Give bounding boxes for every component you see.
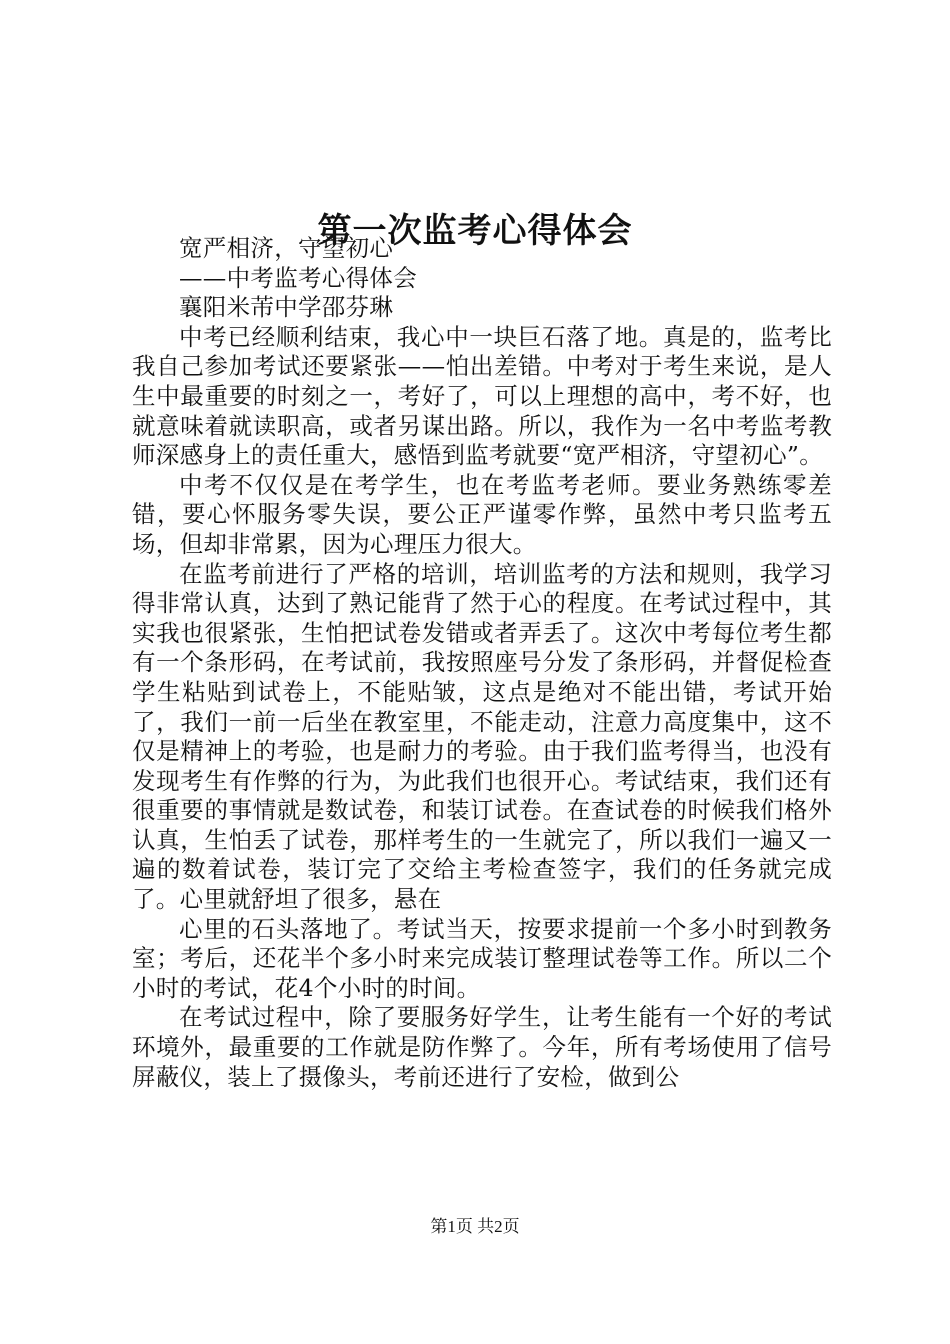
body-paragraph: 中考不仅仅是在考学生，也在考监考老师。要业务熟练零差错，要心怀服务零失误，要公正严谨零作弊，虽然中考只监考五场，但却非常累，因为心理压力很大。: [132, 470, 832, 558]
body-paragraph: 在考试过程中，除了要服务好学生，让考生能有一个好的考试环境外，最重要的工作就是防作弊了。今年，所有考场使用了信号屏蔽仪，装上了摄像头，考前还进行了安检，做到公: [132, 1003, 832, 1091]
subtitle-line: ——中考监考心得体会: [179, 263, 417, 292]
body-paragraph: 心里的石头落地了。考试当天，按要求提前一个多小时到教务室；考后，还花半个多小时来完成装订整理试卷等工作。所以二个小时的考试，花4个小时的时间。: [132, 914, 832, 1002]
document-body: [132, 234, 832, 1092]
document-title: 第一次监考心得体会: [317, 210, 633, 251]
subtitle-line: 宽严相济，守望初心: [179, 234, 394, 262]
author-line: 襄阳米芾中学邵芬琳: [179, 293, 394, 322]
page-number: 第1页 共2页: [430, 1217, 520, 1236]
body-paragraph: 在监考前进行了严格的培训，培训监考的方法和规则，我学习得非常认真，达到了熟记能背了然于心的程度。在考试过程中，其实我也很紧张，生怕把试卷发错或者弄丢了。这次中考每位考生都有一个条形码，在考试前，我按照座号分发了条形码，并督促检查学生粘贴到试卷上，不能贴皱，这点是绝对不能出错，考试开始了，我们一前一后坐在教室里，不能走动，注意力高度集中，这不仅是精神上的考验，也是耐力的考验。由于我们监考得当，也没有发现考生有作弊的行为，为此我们也很开心。考试结束，我们还有很重要的事情就是数试卷，和装订试卷。在查试卷的时候我们格外认真，生怕丢了试卷，那样考生的一生就完了，所以我们一遍又一遍的数着试卷，装订完了交给主考检查签字，我们的任务就完成了。心里就舒坦了很多，悬在: [132, 559, 832, 914]
body-paragraph: 中考已经顺利结束，我心中一块巨石落了地。真是的，监考比我自己参加考试还要紧张——怕出差错。中考对于考生来说，是人生中最重要的时刻之一，考好了，可以上理想的高中，考不好，也就意味着就读职高，或者另谋出路。所以，我作为一名中考监考教师深感身上的责任重大，感悟到监考就要“宽严相济，守望初心”。: [132, 322, 832, 470]
